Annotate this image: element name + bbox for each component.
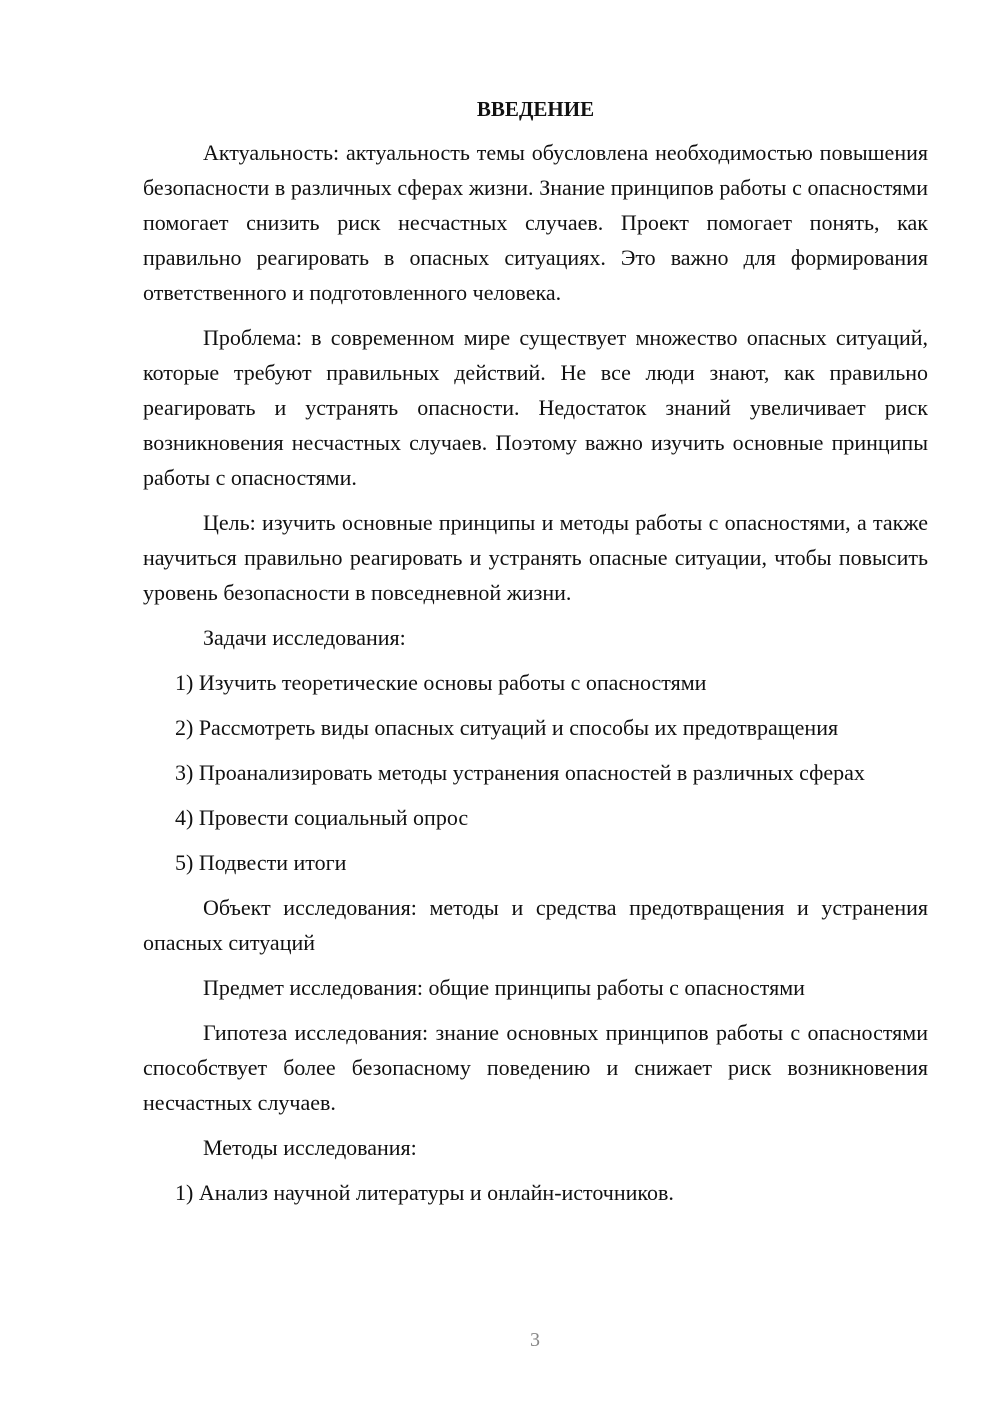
page-number: 3 [530,1329,540,1351]
paragraph-object: Объект исследования: методы и средства предотвращения и устранения опасных ситуаций [143,895,928,955]
paragraph-hypothesis: Гипотеза исследования: знание основных принципов работы с опасностями способствует более безопасному поведению и снижает риск возникновения несчастных случаев. [143,1020,928,1115]
document-page [143,94,928,1220]
task-item-2: 2) Рассмотреть виды опасных ситуаций и способы их предотвращения [175,715,839,740]
task-item-5: 5) Подвести итоги [175,850,347,875]
paragraph-problem: Проблема: в современном мире существует множество опасных ситуаций, которые требуют правильных действий. Не все люди знают, как правильно реагировать и устранять опасности. Недостаток знаний увеличивает риск возникновения несчастных случаев. Поэтому важно изучить основные принципы работы с опасностями. [143,325,928,490]
paragraph-relevance: Актуальность: актуальность темы обусловлена необходимостью повышения безопасности в различных сферах жизни. Знание принципов работы с опасностями помогает снизить риск несчастных случаев. Проект помогает понять, как правильно реагировать в опасных ситуациях. Это важно для формирования ответственного и подготовленного человека. [143,140,928,305]
task-item-3: 3) Проанализировать методы устранения опасностей в различных сферах [175,760,865,785]
method-item-1: 1) Анализ научной литературы и онлайн-источников. [175,1180,674,1205]
tasks-heading: Задачи исследования: [203,625,406,650]
methods-heading: Методы исследования: [203,1135,417,1160]
section-title: ВВЕДЕНИЕ [476,97,595,121]
task-item-1: 1) Изучить теоретические основы работы с опасностями [175,670,707,695]
paragraph-subject: Предмет исследования: общие принципы работы с опасностями [203,975,805,1000]
task-item-4: 4) Провести социальный опрос [175,805,469,830]
paragraph-goal: Цель: изучить основные принципы и методы работы с опасностями, а также научиться правильно реагировать и устранять опасные ситуации, чтобы повысить уровень безопасности в повседневной жизни. [143,510,928,605]
